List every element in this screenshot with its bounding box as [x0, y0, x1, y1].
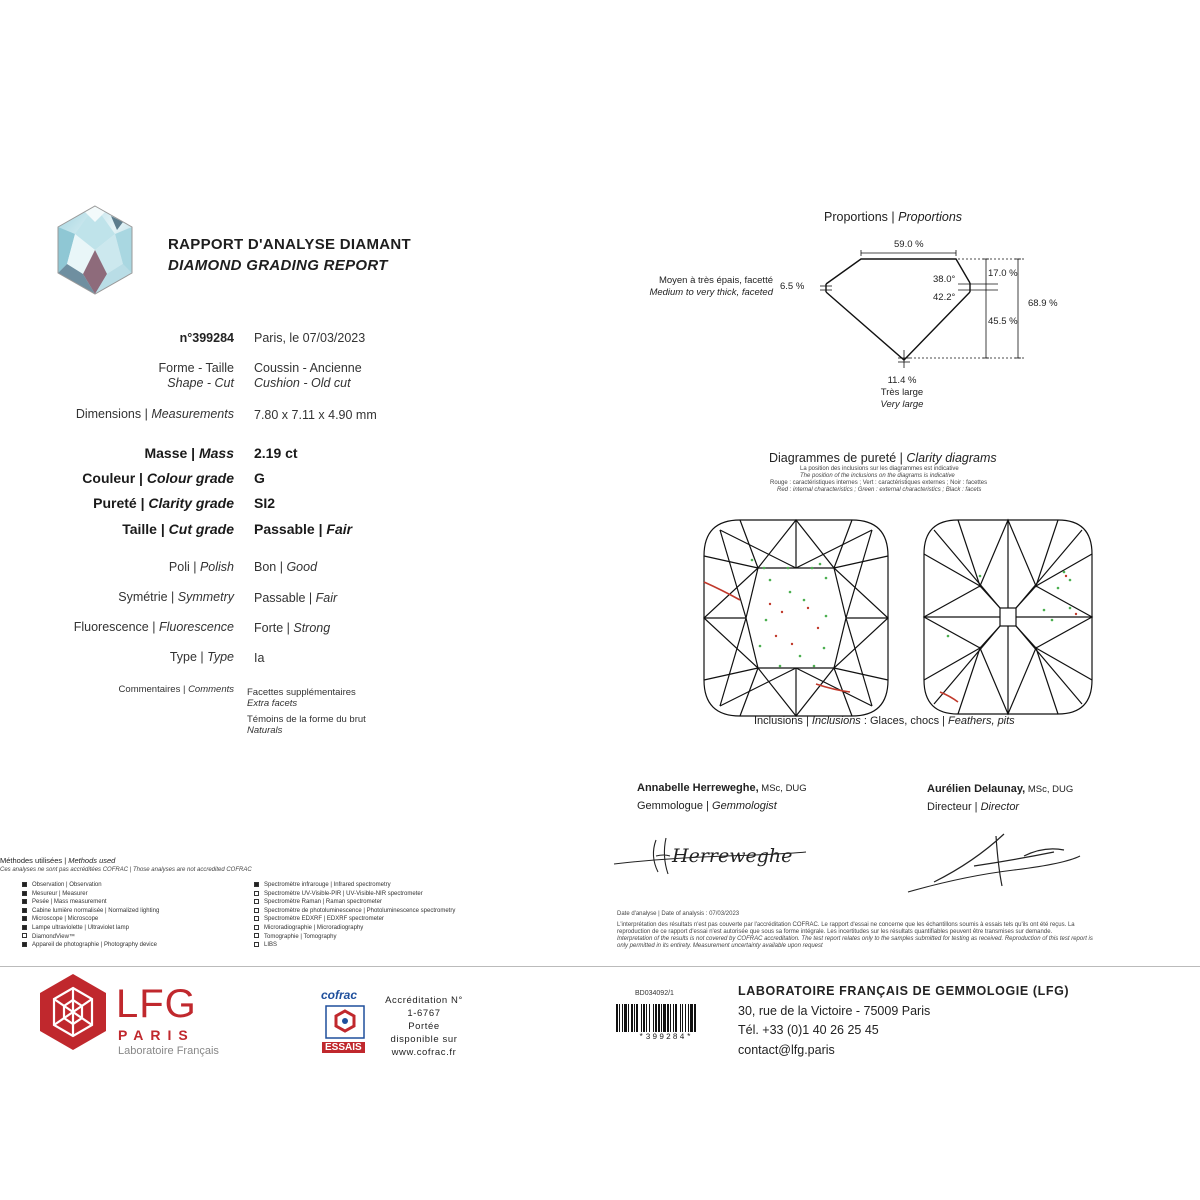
method-item — [22, 898, 159, 907]
empty-box-icon — [254, 916, 259, 921]
method-item — [254, 898, 455, 907]
method-label: DiamondView™ — [32, 933, 75, 940]
barcode-bar — [680, 1004, 681, 1032]
clarity-diagram-pavilion — [920, 516, 1096, 718]
method-label: Lampe ultraviolette | Ultraviolet lamp — [32, 924, 129, 931]
type-value: Ia — [254, 651, 265, 665]
fluorescence-label: Fluorescence | Fluorescence — [73, 620, 234, 634]
checked-box-icon — [22, 899, 27, 904]
shape-value-en: Cushion - Old cut — [254, 376, 351, 390]
clarity-diagram-crown — [700, 516, 892, 720]
lfg-hexagon-logo — [55, 204, 135, 296]
barcode-bar — [641, 1004, 642, 1032]
empty-box-icon — [254, 942, 259, 947]
clarity-note1-en: The position of the inclusions on the diagrams is indicative — [800, 473, 955, 479]
shape-label-fr: Forme - Taille — [158, 361, 234, 375]
comments-line1-fr: Facettes supplémentaires — [247, 687, 356, 698]
clarity-label: Pureté | Clarity grade — [93, 495, 234, 511]
barcode-bar — [670, 1004, 671, 1032]
barcode-bar — [661, 1004, 662, 1032]
crown-angle: 38.0° — [933, 274, 956, 285]
lfg-logo-subtitle: Laboratoire Français — [118, 1045, 219, 1057]
barcode-text: *399284* — [638, 1033, 694, 1042]
barcode-bar — [634, 1004, 635, 1032]
cofrac-accreditation: Accréditation N° 1-6767 Portée disponible sur www.cofrac.fr — [385, 995, 463, 1058]
legal-line3: Interpretation of the results is not covered by COFRAC accreditation. The test report relates only to the samples submitted for testing as received. Reproduction of this test report is — [617, 936, 1093, 942]
proportions-diagram — [800, 240, 1040, 380]
empty-box-icon — [254, 925, 259, 930]
clarity-note2-fr: Rouge : caractéristiques internes ; Vert : caractéristiques externes ; Noir : facettes — [770, 480, 988, 486]
method-label: Spectromètre EDXRF | EDXRF spectrometer — [264, 916, 384, 923]
total-depth: 68.9 % — [1028, 298, 1058, 309]
checked-box-icon — [22, 882, 27, 887]
barcode-bar — [688, 1004, 689, 1032]
type-label: Type | Type — [169, 650, 234, 664]
culet-pct: 11.4 % — [887, 375, 917, 386]
clarity-value: SI2 — [254, 495, 276, 511]
method-item — [254, 915, 455, 924]
empty-box-icon — [254, 933, 259, 938]
pavilion-angle: 42.2° — [933, 292, 956, 303]
colour-value: G — [254, 470, 265, 486]
method-label: Spectromètre de photoluminescence | Photoluminescence spectrometry — [264, 907, 456, 914]
methods-list-left — [22, 881, 159, 950]
gemmologist-name: Annabelle Herreweghe, MSc, DUG — [637, 782, 807, 794]
shape-value-fr: Coussin - Ancienne — [254, 361, 362, 375]
shape-label-en: Shape - Cut — [167, 376, 234, 390]
barcode-bar — [658, 1004, 660, 1032]
cut-value: Passable | Fair — [254, 521, 353, 537]
method-label: Observation | Observation — [32, 882, 102, 888]
barcode-bar — [655, 1004, 657, 1032]
method-label: Microscope | Microscope — [32, 916, 99, 923]
lab-email-link[interactable]: contact@lfg.paris — [738, 1043, 835, 1057]
comments-line1-en: Extra facets — [247, 698, 298, 709]
method-item — [254, 890, 455, 899]
culet-fr: Très large — [880, 387, 924, 398]
methods-title: Méthodes utilisées | Methods used — [0, 856, 116, 865]
lfg-logo-city: PARIS — [118, 1027, 195, 1043]
checked-box-icon — [22, 891, 27, 896]
method-label: Appareil de photographie | Photography device — [32, 942, 157, 949]
methods-list-right — [254, 881, 455, 950]
lab-address: 30, rue de la Victoire - 75009 Paris — [738, 1004, 931, 1018]
proportions-title: Proportions | Proportions — [824, 210, 963, 224]
barcode-bar — [673, 1004, 674, 1032]
empty-box-icon — [254, 891, 259, 896]
inclusions-legend: Inclusions | Inclusions : Glaces, chocs | Feathers, pits — [754, 715, 1015, 727]
barcode-bar — [636, 1004, 638, 1032]
report-place-date: Paris, le 07/03/2023 — [254, 331, 366, 345]
lab-phone: Tél. +33 (0)1 40 26 25 45 — [738, 1023, 879, 1037]
colour-label: Couleur | Colour grade — [82, 470, 234, 486]
checked-box-icon — [22, 942, 27, 947]
barcode-bar — [619, 1004, 620, 1032]
barcode-bar — [643, 1004, 645, 1032]
method-label: Microradiographie | Microradiography — [264, 924, 364, 931]
lab-name: LABORATOIRE FRANÇAIS DE GEMMOLOGIE (LFG) — [738, 984, 1070, 998]
svg-text:Herreweghe: Herreweghe — [672, 845, 793, 867]
clarity-diagrams-title: Diagrammes de pureté | Clarity diagrams — [769, 451, 997, 465]
barcode-id: BD034092/1 — [635, 990, 674, 997]
barcode-bar — [646, 1004, 647, 1032]
table-pct: 59.0 % — [894, 239, 924, 250]
method-label: Spectromètre UV-Visible-PIR | UV-Visible-NIR spectrometer — [264, 890, 423, 897]
method-item — [22, 907, 159, 916]
method-label: Pesée | Mass measurement — [32, 899, 107, 906]
dimensions-label: Dimensions | Measurements — [75, 407, 234, 421]
footer-divider — [0, 966, 1200, 967]
method-item — [22, 941, 159, 950]
barcode-bar — [682, 1004, 683, 1032]
legal-line2: reproduction de ce rapport d'essai n'est autorisée que sous sa forme intégrale. Les incertitudes sur les résultats quantifiables peuvent être transmises sur demande. — [617, 929, 1053, 935]
report-title-fr: RAPPORT D'ANALYSE DIAMANT — [168, 236, 412, 253]
crown-height: 17.0 % — [988, 268, 1018, 279]
culet-en: Very large — [880, 399, 924, 410]
symmetry-label: Symétrie | Symmetry — [118, 590, 234, 604]
girdle-pct: 6.5 % — [780, 281, 805, 292]
method-label: Tomographie | Tomography — [264, 933, 337, 940]
method-label: Spectromètre Raman | Raman spectrometer — [264, 899, 382, 906]
barcode-bar — [675, 1004, 677, 1032]
comments-label: Commentaires | Comments — [118, 684, 234, 695]
clarity-note1-fr: La position des inclusions sur les diagrammes est indicative — [800, 466, 959, 472]
barcode-bar — [685, 1004, 686, 1032]
barcode-bar — [622, 1004, 623, 1032]
cut-label: Taille | Cut grade — [122, 521, 234, 537]
empty-box-icon — [22, 933, 27, 938]
method-item — [254, 941, 455, 950]
barcode-bar — [628, 1004, 629, 1032]
lfg-logo-icon — [38, 972, 108, 1052]
report-title-en: DIAMOND GRADING REPORT — [168, 257, 388, 274]
method-item — [22, 890, 159, 899]
method-item — [22, 881, 159, 890]
method-item — [254, 907, 455, 916]
method-item — [22, 933, 159, 942]
checked-box-icon — [22, 925, 27, 930]
cofrac-logo-text: cofrac — [321, 988, 358, 1002]
empty-box-icon — [254, 899, 259, 904]
analysis-date: Date d'analyse | Date of analysis : 07/03/2023 — [617, 911, 740, 917]
barcode-bar — [690, 1004, 693, 1032]
methods-accred-note: Ces analyses ne sont pas accréditées COFRAC | Those analyses are not accredited COFRAC — [0, 867, 252, 873]
barcode-bar — [694, 1004, 696, 1032]
method-item — [22, 915, 159, 924]
mass-value: 2.19 ct — [254, 445, 298, 461]
clarity-note2-en: Red : internal characteristics ; Green : external characteristics ; Black : facets — [777, 487, 982, 493]
barcode-bar — [624, 1004, 627, 1032]
legal-line1: L'interprétation des résultats n'est pas couverte par l'accréditation COFRAC. Le rapport d'essai ne concerne que les échantillons soumis à essais tels qu'ils ont été reçus. La — [617, 922, 1075, 928]
method-label: Spectromètre infrarouge | Infrared spectrometry — [264, 882, 391, 888]
legal-line4: only permitted in its entirety. Measurement uncertainty available upon request — [617, 943, 823, 949]
lfg-logo-text: LFG — [116, 982, 197, 1026]
director-role: Directeur | Director — [927, 801, 1020, 813]
girdle-en: Medium to very thick, faceted — [649, 287, 773, 298]
polish-value: Bon | Good — [254, 560, 318, 574]
barcode-bar — [663, 1004, 666, 1032]
barcode-bar — [616, 1004, 618, 1032]
director-signature — [904, 826, 1084, 896]
dimensions-value: 7.80 x 7.11 x 4.90 mm — [254, 408, 377, 422]
gemmologist-role: Gemmologue | Gemmologist — [637, 800, 777, 812]
barcode-bar — [667, 1004, 669, 1032]
gemmologist-signature — [606, 826, 816, 886]
comments-line2-en: Naturals — [247, 725, 283, 736]
method-item — [254, 933, 455, 942]
checked-box-icon — [22, 908, 27, 913]
cofrac-logo-icon — [324, 1004, 366, 1040]
barcode-bar — [649, 1004, 650, 1032]
cofrac-essais-badge: ESSAIS — [322, 1042, 365, 1053]
fluorescence-value: Forte | Strong — [254, 621, 331, 635]
pavilion-depth: 45.5 % — [988, 316, 1018, 327]
checked-box-icon — [22, 916, 27, 921]
method-label: Mesureur | Measurer — [32, 890, 88, 897]
method-label: LIBS — [264, 942, 278, 949]
method-item — [254, 881, 455, 890]
polish-label: Poli | Polish — [168, 560, 234, 574]
comments-line2-fr: Témoins de la forme du brut — [247, 714, 366, 725]
method-item — [254, 924, 455, 933]
symmetry-value: Passable | Fair — [254, 591, 338, 605]
director-name: Aurélien Delaunay, MSc, DUG — [927, 783, 1074, 795]
mass-label: Masse | Mass — [144, 445, 234, 461]
barcode-bar — [653, 1004, 654, 1032]
checked-box-icon — [254, 882, 259, 887]
barcode — [614, 1004, 718, 1032]
barcode-bar — [631, 1004, 633, 1032]
empty-box-icon — [254, 908, 259, 913]
girdle-fr: Moyen à très épais, facetté — [658, 275, 773, 286]
method-label: Cabine lumière normalisée | Normalized lighting — [32, 907, 160, 914]
report-number: n°399284 — [179, 331, 234, 345]
method-item — [22, 924, 159, 933]
